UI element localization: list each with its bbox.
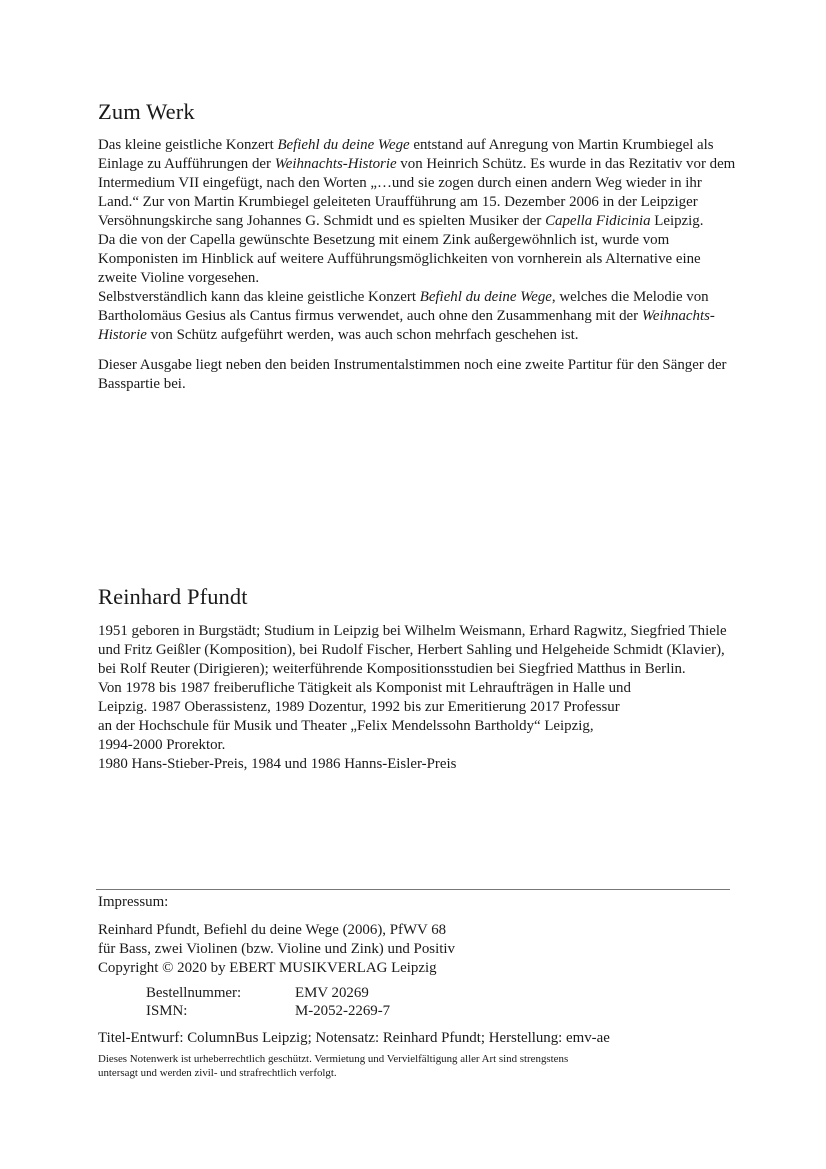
title-italic: Befiehl du deine Wege	[277, 137, 410, 153]
werk-paragraph-2: Da die von der Capella gewünschte Besetzung mit einem Zink außergewöhnlich ist, wurde vom Komponisten im Hinblick auf weitere Aufführungsmöglichkeiten von vornherein als Alternative eine zweite Violine vorgesehen.	[98, 232, 701, 286]
impressum-copyright-line: Copyright © 2020 by EBERT MUSIKVERLAG Leipzig	[98, 960, 437, 976]
heading-zum-werk: Zum Werk	[98, 99, 195, 124]
order-number-row	[146, 984, 730, 1002]
text-line: Dieses Notenwerk ist urheberrechtlich geschützt. Vermietung und Vervielfältigung aller Art sind strengstens	[98, 1053, 569, 1065]
order-number-label: Bestellnummer:	[146, 985, 242, 1001]
impressum-block	[96, 889, 730, 1080]
ismn-row	[146, 1002, 730, 1020]
bio-paragraph-awards: 1980 Hans-Stieber-Preis, 1984 und 1986 Hanns-Eisler-Preis	[98, 756, 457, 772]
title-italic: Weihnachts-Historie	[274, 156, 397, 172]
text: Selbstverständlich kann das kleine geistliche Konzert	[98, 289, 420, 305]
werk-paragraph-4: Dieser Ausgabe liegt neben den beiden Instrumentalstimmen noch eine zweite Partitur für den Sänger der Basspartie bei.	[98, 357, 727, 392]
title-italic: Weihnachts-Historie	[98, 308, 715, 343]
bio-paragraph-2	[98, 679, 738, 755]
bio-paragraph-1: 1951 geboren in Burgstädt; Studium in Leipzig bei Wilhelm Weismann, Erhard Ragwitz, Siegfried Thiele und Fritz Geißler (Komposition), bei Rudolf Fischer, Herbert Sahling und Helgeheide Schmidt (Klavier), bei Rolf Reuter (Dirigieren); weiterführende Kompositionsstudien bei Siegfried Matthus in Berlin.	[98, 623, 727, 677]
text: von Heinrich Schütz. Es wurde in das Rezitativ vor dem Intermedium VII eingefügt, nach den Worten „…und sie zogen durch einen andern Weg wieder in ihr Land.“ Zur von Martin Krumbiegel geleiteten Uraufführung am 15. Dezember 2006 in der Leipziger Versöhnungskirche sang Johannes G. Schmidt und es spielten Musiker der	[98, 156, 736, 229]
impressum-scoring-line: für Bass, zwei Violinen (bzw. Violine und Zink) und Positiv	[98, 941, 455, 957]
catalog-info	[96, 984, 730, 1020]
section-biography	[98, 584, 738, 774]
text: Leipzig.	[650, 213, 704, 229]
text: Das kleine geistliche Konzert	[98, 137, 278, 153]
text: entstand auf Anregung von Martin Krumbiegel als Einlage zu Aufführungen der	[98, 137, 714, 172]
impressum-title: Impressum:	[98, 894, 169, 910]
order-number-value: EMV 20269	[295, 985, 369, 1001]
heading-composer: Reinhard Pfundt	[98, 584, 248, 609]
impressum-credits: Titel-Entwurf: ColumnBus Leipzig; Notensatz: Reinhard Pfundt; Herstellung: emv-ae	[98, 1030, 610, 1046]
text-line: 1994-2000 Prorektor.	[98, 737, 226, 753]
impressum-work-line: Reinhard Pfundt, Befiehl du deine Wege (2006), PfWV 68	[98, 922, 447, 938]
text: , welches die Melodie von Bartholomäus Gesius als Cantus firmus verwendet, auch ohne den Zusammenhang mit der	[98, 289, 709, 324]
ismn-label: ISMN:	[146, 1003, 188, 1019]
text: von Schütz aufgeführt werden, was auch schon mehrfach geschehen ist.	[146, 327, 579, 343]
section-zum-werk	[98, 99, 738, 394]
text-line: untersagt und werden zivil- und strafrechtlich verfolgt.	[98, 1067, 337, 1079]
text-line: an der Hochschule für Musik und Theater „Felix Mendelssohn Bartholdy“ Leipzig,	[98, 718, 594, 734]
ismn-value: M-2052-2269-7	[295, 1003, 391, 1019]
werk-paragraph-3	[98, 288, 738, 345]
title-italic: Befiehl du deine Wege	[419, 289, 552, 305]
text-line: Leipzig. 1987 Oberassistenz, 1989 Dozentur, 1992 bis zur Emeritierung 2017 Professur	[98, 699, 620, 715]
copyright-notice	[98, 1052, 730, 1080]
text-line: Von 1978 bis 1987 freiberufliche Tätigkeit als Komponist mit Lehraufträgen in Halle und	[98, 680, 631, 696]
ensemble-italic: Capella Fidicinia	[545, 213, 651, 229]
werk-paragraph-1	[98, 136, 738, 231]
